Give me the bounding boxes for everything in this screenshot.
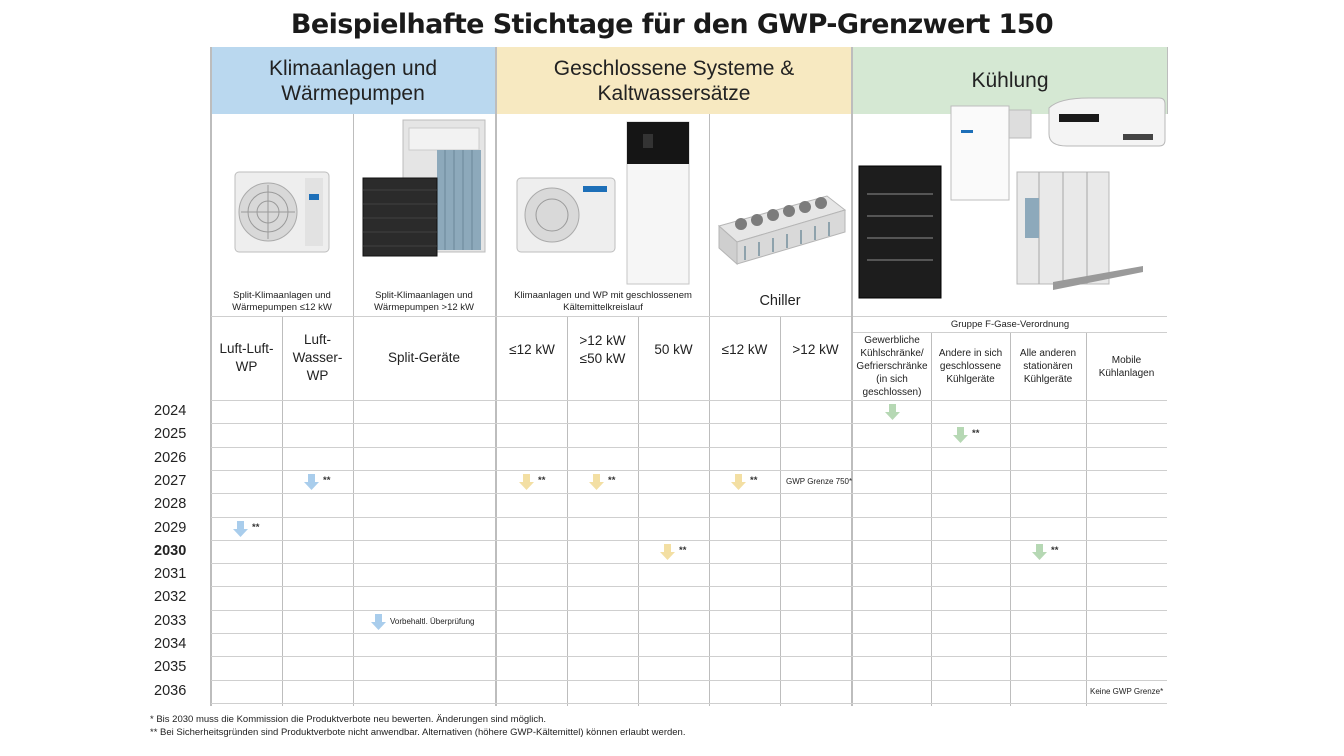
row-rule [211,633,1167,634]
column-divider [282,316,283,706]
subheader-split-small: Split-Klimaanlagen und Wärmepumpen ≤12 kW [232,290,332,313]
row-rule [211,540,1167,541]
down-arrow-icon [233,521,248,537]
footnote-2: ** Bei Sicherheitsgründen sind Produktverbote nicht anwendbar. Alternativen (höhere GWP-Kältemittel) können erlaubt werden. [150,727,686,738]
group-divider [1167,47,1168,114]
footnotes [150,713,685,739]
down-arrow-icon [519,474,534,490]
column-header-cc-mid: >12 kW ≤50 kW [579,333,626,366]
marker-note: Keine GWP Grenze* [1090,686,1164,696]
column-divider [931,333,932,706]
group-header-klimaanlagen: Klimaanlagen und Wärmepumpen [211,47,495,114]
row-rule [211,586,1167,587]
marker-asterisk: ** [538,474,546,486]
year-label: 2029 [154,519,187,536]
subheader-split-large: Split-Klimaanlagen und Wärmepumpen >12 kW [373,290,475,313]
column-header-luft-wasser-wp: Luft-Wasser-WP [292,332,343,383]
row-rule [211,703,1167,704]
column-divider [1010,333,1011,706]
row-rule [211,656,1167,657]
year-label: 2032 [154,589,187,606]
page-title: Beispielhafte Stichtage für den GWP-Grenzwert 150 [290,9,1054,40]
row-rule [211,493,1167,494]
year-label: 2028 [154,496,187,513]
marker-asterisk: ** [679,544,687,556]
row-rule [211,447,1167,448]
column-header-mobile-kuehlanlagen: Mobile Kühlanlagen [1098,354,1155,379]
year-label: 2035 [154,659,187,676]
marker-asterisk: ** [972,428,980,440]
column-divider [780,316,781,706]
down-arrow-icon [731,474,746,490]
row-rule [211,680,1167,681]
year-label: 2034 [154,636,187,652]
down-arrow-icon [885,404,900,420]
split-large-product-image [353,114,495,290]
column-header-andere-geschlossene: Andere in sich geschlossene Kühlgeräte [938,348,1003,385]
header-rule [853,316,1167,317]
marker-note: Vorbehaltl. Überprüfung [390,616,475,626]
year-label: 2031 [154,566,187,583]
year-label: 2027 [154,472,187,489]
row-rule [211,423,1167,424]
column-header-luft-luft-wp: Luft-Luft-WP [219,341,274,374]
subgroup-divider [353,114,354,706]
subheader-fgas-group: Gruppe F-Gase-Verordnung [950,319,1070,330]
row-rule [211,517,1167,518]
footnote-1: * Bis 2030 muss die Kommission die Produktverbote neu bewerten. Änderungen sind möglich. [150,714,547,725]
marker-asterisk: ** [1051,544,1059,556]
column-divider [567,316,568,706]
year-label: 2024 [154,403,187,419]
down-arrow-icon [304,474,319,490]
year-label: 2036 [154,682,187,699]
row-rule [211,563,1167,564]
chiller-product-image [709,114,851,290]
column-header-cc-small: ≤12 kW [509,342,555,357]
year-label: 2026 [154,449,187,466]
down-arrow-icon [371,614,386,630]
down-arrow-icon [660,544,675,560]
header-rule [211,316,851,317]
subgroup-divider [709,114,710,706]
header-rule [853,332,1167,333]
group-divider [495,47,497,706]
column-header-split-geraete: Split-Geräte [387,350,461,365]
column-header-cc-50: 50 kW [654,342,693,357]
column-header-chiller-large: >12 kW [792,342,839,357]
down-arrow-icon [589,474,604,490]
year-label: 2033 [154,612,187,629]
group-divider [851,47,853,706]
marker-asterisk: ** [323,474,331,486]
closed-circuit-product-image [497,114,709,290]
marker-asterisk: ** [608,474,616,486]
down-arrow-icon [1032,544,1047,560]
marker-asterisk: ** [750,474,758,486]
marker-asterisk: ** [252,521,260,533]
group-header-kuehlung: Kühlung [853,47,1167,114]
year-label: 2025 [154,426,187,443]
row-rule [211,400,1167,401]
subheader-chiller: Chiller [759,293,801,309]
column-divider [1086,333,1087,706]
group-header-geschlossene-systeme: Geschlossene Systeme & Kaltwassersätze [497,47,851,114]
subheader-closed-circuit: Klimaanlagen und WP mit geschlossenem Kältemittelkreislauf [514,290,692,313]
column-header-chiller-small: ≤12 kW [721,342,768,357]
column-header-gewerbliche-kuehlschraenke: Gewerbliche Kühlschränke/ Gefrierschränke (in sich geschlossen) [856,335,928,398]
kuehlung-product-image [853,94,1167,300]
group-divider [210,47,212,706]
column-header-andere-stationaere: Alle anderen stationären Kühlgeräte [1019,348,1077,385]
marker-note: GWP Grenze 750* [786,476,853,486]
down-arrow-icon [953,427,968,443]
split-small-product-image [211,114,353,290]
column-divider [638,316,639,706]
row-rule [211,610,1167,611]
row-rule [211,470,1167,471]
year-label: 2030 [154,542,187,559]
